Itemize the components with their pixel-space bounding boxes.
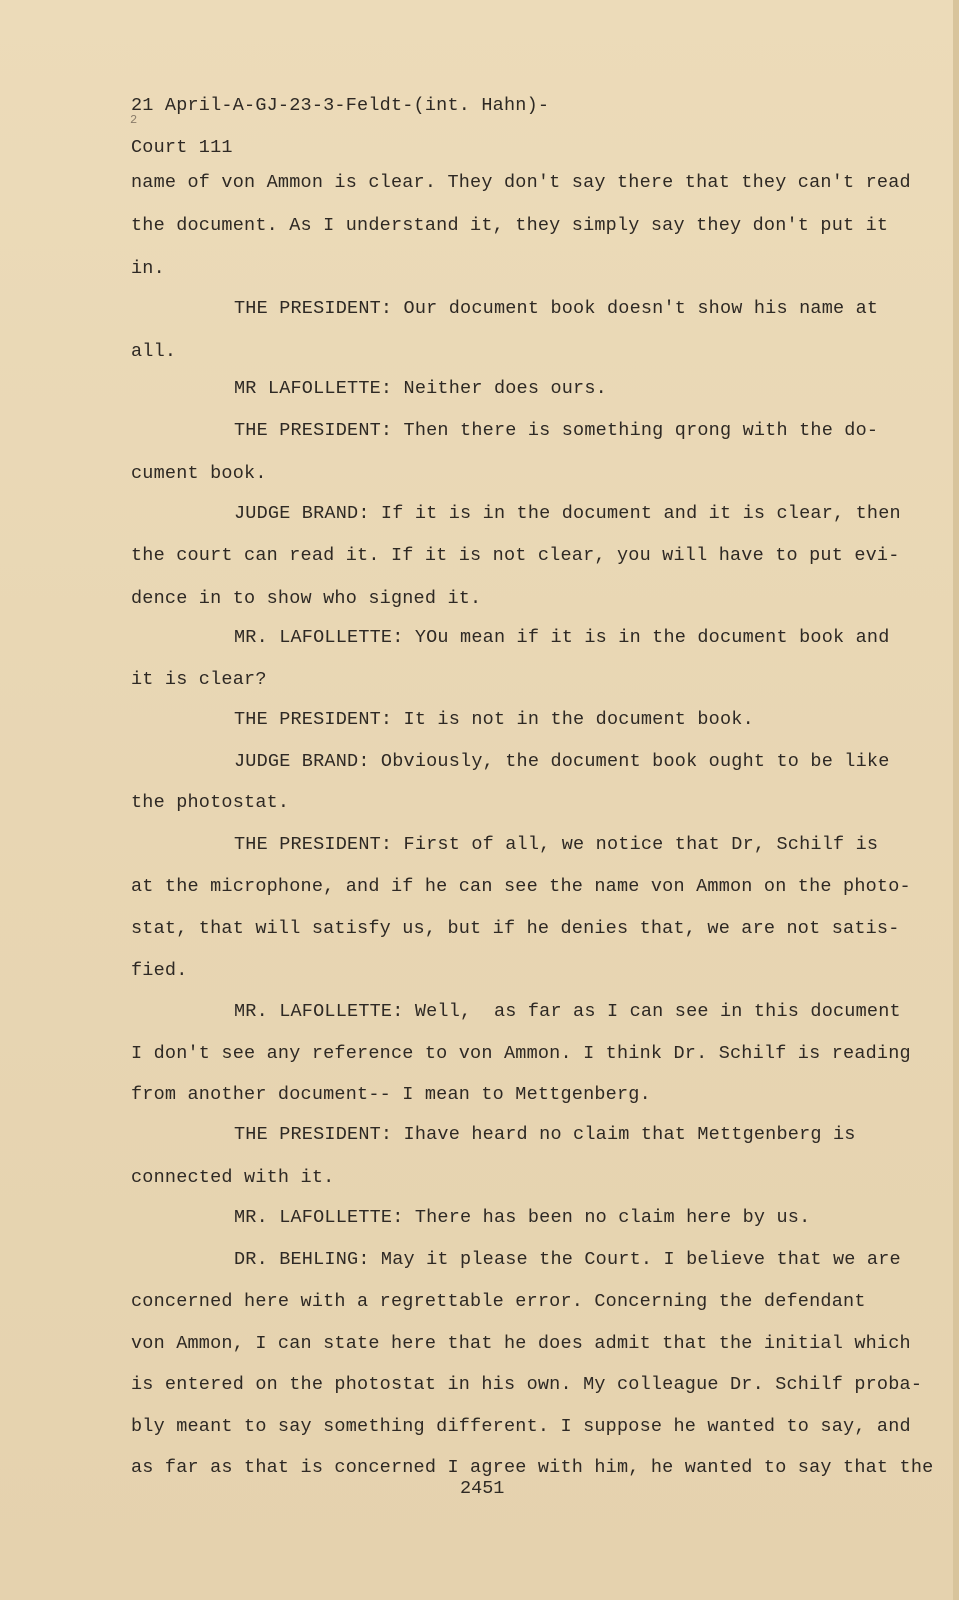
page-number: 2451 [460, 1478, 505, 1499]
text-line: cument book. [131, 463, 267, 484]
text-line: the court can read it. If it is not clear, you will have to put evi- [131, 545, 900, 566]
text-line: as far as that is concerned I agree with him, he wanted to say that the [131, 1457, 934, 1478]
header-mark: 2 [130, 113, 138, 127]
text-line: JUDGE BRAND: Obviously, the document book ought to be like [234, 751, 890, 772]
court-line: Court 111 [131, 137, 233, 158]
text-line: THE PRESIDENT: First of all, we notice that Dr, Schilf is [234, 834, 879, 855]
text-line: MR. LAFOLLETTE: YOu mean if it is in the document book and [234, 627, 890, 648]
text-line: THE PRESIDENT: Then there is something qrong with the do- [234, 420, 879, 441]
text-line: the photostat. [131, 792, 290, 813]
text-line: MR. LAFOLLETTE: There has been no claim here by us. [234, 1207, 811, 1228]
text-line: it is clear? [131, 669, 267, 690]
text-line: I don't see any reference to von Ammon. I think Dr. Schilf is reading [131, 1043, 911, 1064]
text-line: THE PRESIDENT: Our document book doesn't show his name at [234, 298, 879, 319]
text-line: concerned here with a regrettable error. Concerning the defendant [131, 1291, 866, 1312]
text-line: MR. LAFOLLETTE: Well, as far as I can see in this document [234, 1001, 901, 1022]
page-edge [953, 0, 959, 1600]
text-line: in. [131, 258, 165, 279]
text-line: fied. [131, 960, 188, 981]
text-line: stat, that will satisfy us, but if he denies that, we are not satis- [131, 918, 900, 939]
text-line: JUDGE BRAND: If it is in the document and it is clear, then [234, 503, 901, 524]
text-line: from another document-- I mean to Mettgenberg. [131, 1084, 651, 1105]
text-line: name of von Ammon is clear. They don't say there that they can't read [131, 172, 911, 193]
header-line: 21 April-A-GJ-23-3-Feldt-(int. Hahn)- [131, 95, 550, 116]
text-line: THE PRESIDENT: It is not in the document book. [234, 709, 754, 730]
text-line: von Ammon, I can state here that he does admit that the initial which [131, 1333, 911, 1354]
text-line: MR LAFOLLETTE: Neither does ours. [234, 378, 607, 399]
text-line: dence in to show who signed it. [131, 588, 482, 609]
text-line: THE PRESIDENT: Ihave heard no claim that Mettgenberg is [234, 1124, 856, 1145]
text-line: is entered on the photostat in his own. My colleague Dr. Schilf proba- [131, 1374, 923, 1395]
text-line: all. [131, 341, 177, 362]
text-line: connected with it. [131, 1167, 335, 1188]
text-line: the document. As I understand it, they simply say they don't put it [131, 215, 889, 236]
text-line: at the microphone, and if he can see the name von Ammon on the photo- [131, 876, 911, 897]
text-line: DR. BEHLING: May it please the Court. I believe that we are [234, 1249, 901, 1270]
text-line: bly meant to say something different. I suppose he wanted to say, and [131, 1416, 911, 1437]
